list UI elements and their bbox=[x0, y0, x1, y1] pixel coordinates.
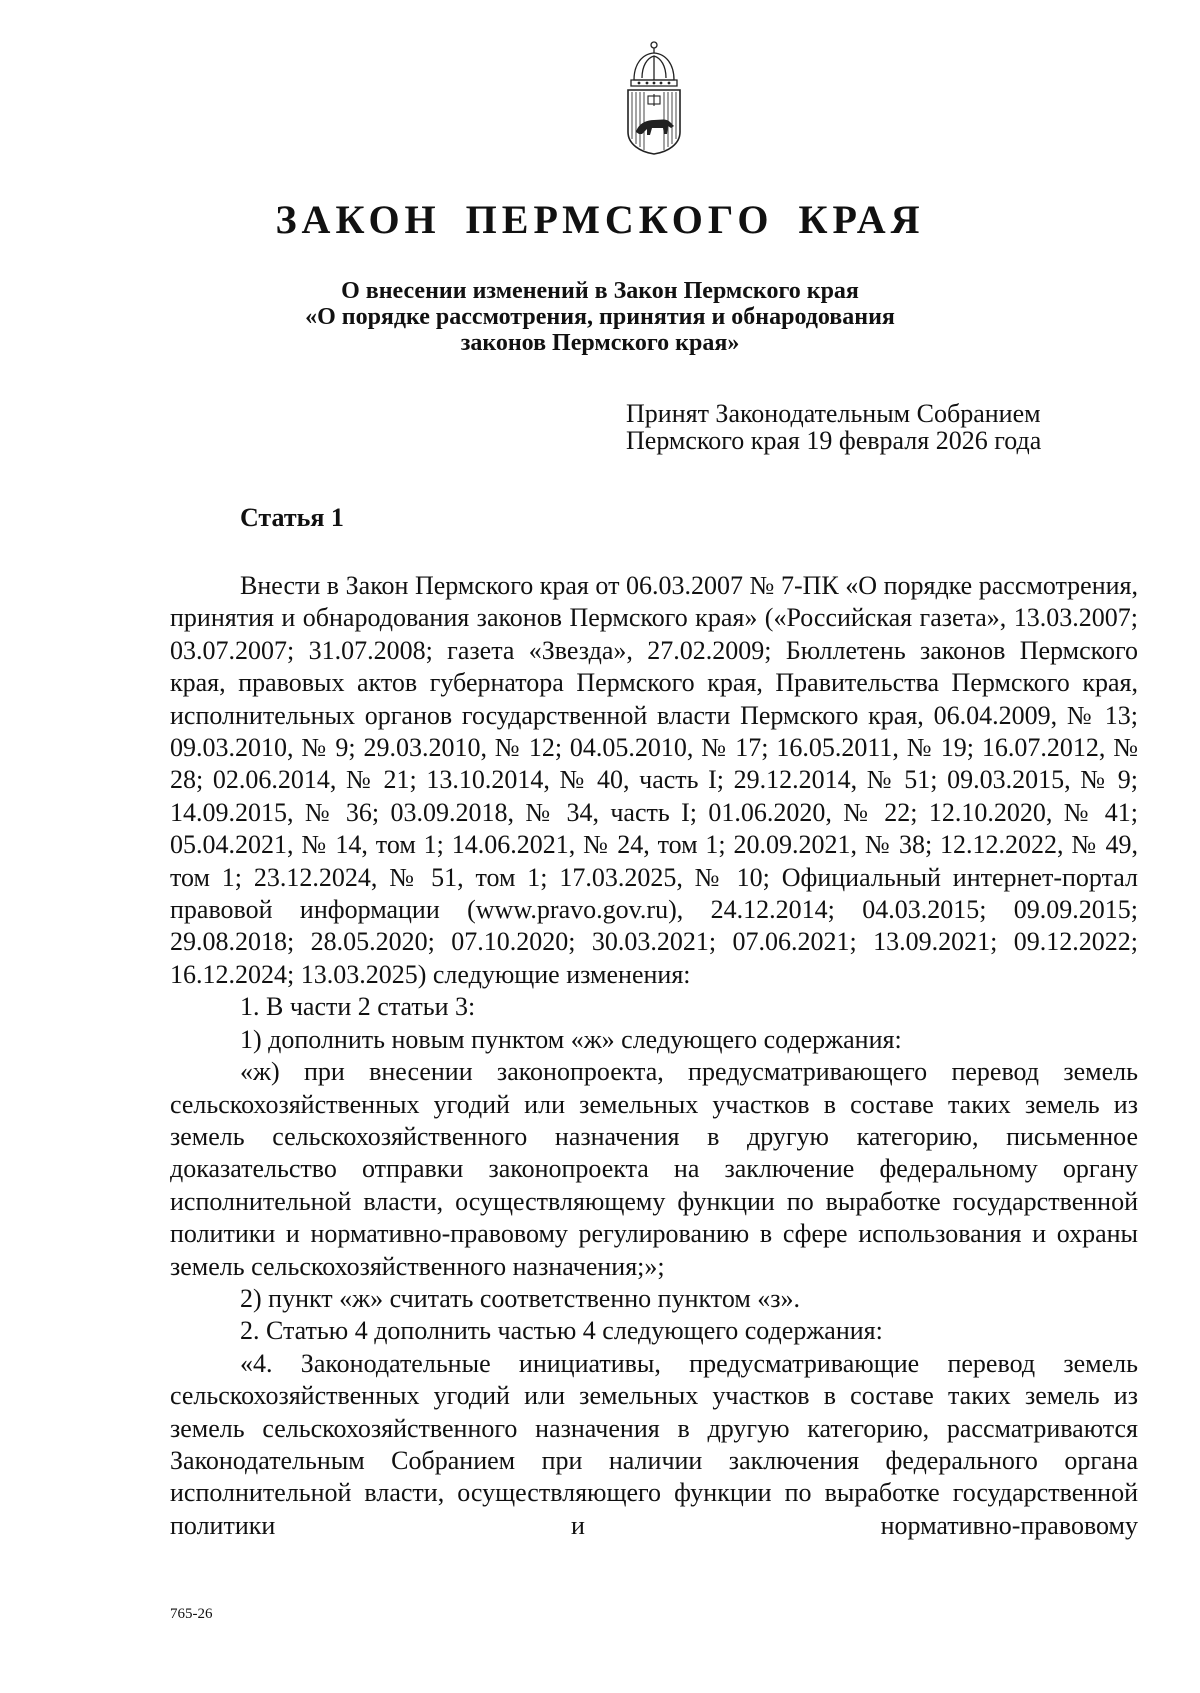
article-heading: Статья 1 bbox=[240, 503, 344, 532]
article-body bbox=[170, 570, 1138, 1542]
paragraph: 2) пункт «ж» считать соответственно пунктом «з». bbox=[240, 1283, 801, 1313]
paragraph: «ж) при внесении законопроекта, предусматривающего перевод земель сельскохозяйственных угодий или земельных участков в составе таких земель из земель сельскохозяйственного назначения в другую категорию, письменное доказательство отправки законопроекта на заключение федеральному органу исполнительной власти, осуществляющему функции по выработке государственной политики и нормативно-правовому регулированию в сфере использования и охраны земель сельскохозяйственного назначения;»; bbox=[170, 1057, 1138, 1281]
subtitle-line: законов Пермского края» bbox=[460, 330, 740, 356]
paragraph: «4. Законодательные инициативы, предусматривающие перевод земель сельскохозяйственных угодий или земельных участков в составе таких земель из земель сельскохозяйственного назначения в другую категорию, рассматриваются Законодательным Собранием при наличии заключения федерального органа исполнительной власти, осуществляющего функции по выработке государственной политики и нормативно-правовому bbox=[170, 1348, 1138, 1540]
adoption-note bbox=[626, 400, 1041, 454]
coat-of-arms-icon bbox=[622, 40, 686, 156]
document-number: 765-26 bbox=[170, 1606, 213, 1622]
paragraph: Внести в Закон Пермского края от 06.03.2007 № 7-ПК «О порядке рассмотрения, принятия и обнародования законов Пермского края» («Российская газета», 13.03.2007; 03.07.2007; 31.07.2008; газета «Звезда», 27.02.2009; Бюллетень законов Пермского края, правовых актов губернатора Пермского края, Правительства Пермского края, исполнительных органов государственной власти Пермского края, 06.04.2009, № 13; 09.03.2010, № 9; 29.03.2010, № 12; 04.05.2010, № 17; 16.05.2011, № 19; 16.07.2012, № 28; 02.06.2014, № 21; 13.10.2014, № 40, часть I; 29.12.2014, № 51; 09.03.2015, № 9; 14.09.2015, № 36; 03.09.2018, № 34, часть I; 01.06.2020, № 22; 12.10.2020, № 41; 05.04.2021, № 14, том 1; 14.06.2021, № 24, том 1; 20.09.2021, № 38; 12.12.2022, № 49, том 1; 23.12.2024, № 51, том 1; 17.03.2025, № 10; Официальный интернет-портал правовой информации (www.pravo.gov.ru), 24.12.2014; 04.03.2015; 09.09.2015; 29.08.2018; 28.05.2020; 07.10.2020; 30.03.2021; 07.06.2021; 13.09.2021; 09.12.2022; 16.12.2024; 13.03.2025) следующие изменения: bbox=[170, 571, 1138, 989]
adoption-line: Пермского края 19 февраля 2026 года bbox=[626, 426, 1042, 455]
paragraph: 2. Статью 4 дополнить частью 4 следующего содержания: bbox=[240, 1316, 883, 1346]
subtitle-line: О внесении изменений в Закон Пермского края bbox=[341, 278, 859, 304]
adoption-line: Принят Законодательным Собранием bbox=[626, 399, 1041, 428]
paragraph: 1. В части 2 статьи 3: bbox=[240, 992, 476, 1022]
subtitle-line: «О порядке рассмотрения, принятия и обнародования bbox=[305, 304, 895, 330]
law-subtitle bbox=[0, 278, 1200, 356]
paragraph: 1) дополнить новым пунктом «ж» следующего содержания: bbox=[240, 1024, 902, 1054]
law-title: ЗАКОН ПЕРМСКОГО КРАЯ bbox=[275, 197, 925, 242]
